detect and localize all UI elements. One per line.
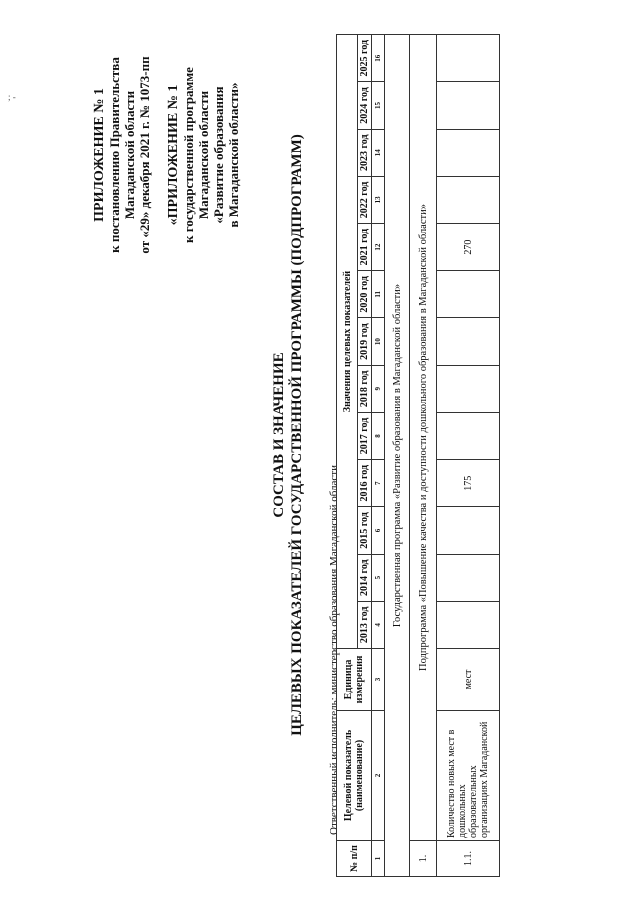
column-numbers-row [372,35,385,877]
title-line-1: СОСТАВ И ЗНАЧЕНИЕ [271,352,287,518]
header-name: Целевой показатель (наименование) [337,711,372,841]
header-line-5: Магаданской области [196,90,211,220]
year-cell: 2025 год [358,35,372,82]
col-number: 3 [372,649,385,711]
value-cell [437,507,500,554]
value-cell [437,176,500,223]
header-line-2: Магаданской области [122,90,137,220]
year-cell: 2017 год [358,412,372,459]
year-cell: 2022 год [358,176,372,223]
header-num: № п/п [337,841,372,877]
value-cell [437,554,500,601]
title-line-2: ЦЕЛЕВЫХ ПОКАЗАТЕЛЕЙ ГОСУДАРСТВЕННОЙ ПРОГРАММЫ (ПОДПРОГРАММ) [289,134,305,736]
stray-mark: ; - [8,92,16,102]
header-line-3: от «29» декабря 2021 г. № 1073-пп [137,56,152,254]
value-cell [437,129,500,176]
year-cell: 2019 год [358,318,372,365]
year-cell: 2021 год [358,224,372,271]
col-number: 7 [372,460,385,507]
appendix-header [92,25,241,285]
value-cell: 270 [437,224,500,271]
year-cell: 2023 год [358,129,372,176]
year-cell: 2015 год [358,507,372,554]
program-name: Государственная программа «Развитие образования в Магаданской области» [385,35,410,877]
document-title [270,55,306,815]
col-number: 8 [372,412,385,459]
responsible-executor: Ответственный исполнитель: министерство образования Магаданской области [328,464,340,835]
col-number: 4 [372,601,385,648]
year-cell: 2013 год [358,601,372,648]
col-number: 13 [372,176,385,223]
year-cell: 2016 год [358,460,372,507]
col-number: 10 [372,318,385,365]
col-number: 11 [372,271,385,318]
header-values: Значения целевых показателей [337,35,358,649]
col-number: 5 [372,554,385,601]
header-line-4: к государственной программе [181,67,196,243]
subprogram-name: Подпрограмма «Повышение качества и доступности дошкольного образования в Магаданской области» [410,35,437,841]
col-number: 15 [372,82,385,129]
subprogram-num: 1. [410,841,437,877]
row-unit: мест [437,649,500,711]
value-cell [437,318,500,365]
value-cell [437,412,500,459]
year-cell: 2024 год [358,82,372,129]
value-cell: 175 [437,460,500,507]
col-number: 14 [372,129,385,176]
value-cell [437,601,500,648]
row-num: 1.1. [437,841,500,877]
header-unit: Единица измерения [337,649,372,711]
year-cell: 2018 год [358,365,372,412]
header-line-7: в Магаданской области» [226,82,241,228]
appendix-title: ПРИЛОЖЕНИЕ № 1 [92,88,107,222]
header-line-6: «Развитие образования [211,86,226,224]
col-number: 1 [372,841,385,877]
table-row [437,35,500,877]
year-cell: 2014 год [358,554,372,601]
value-cell [437,365,500,412]
col-number: 16 [372,35,385,82]
col-number: 6 [372,507,385,554]
row-name: Количество новых мест в дошкольных образовательных организациях Магаданской [437,711,500,841]
col-number: 9 [372,365,385,412]
indicators-table [336,34,500,877]
year-cell: 2020 год [358,271,372,318]
subprogram-row [410,35,437,877]
col-number: 2 [372,711,385,841]
value-cell [437,271,500,318]
value-cell [437,82,500,129]
header-line-1: к постановлению Правительства [107,57,122,253]
program-row [385,35,410,877]
col-number: 12 [372,224,385,271]
value-cell [437,35,500,82]
appendix-title-2: «ПРИЛОЖЕНИЕ № 1 [166,84,181,226]
